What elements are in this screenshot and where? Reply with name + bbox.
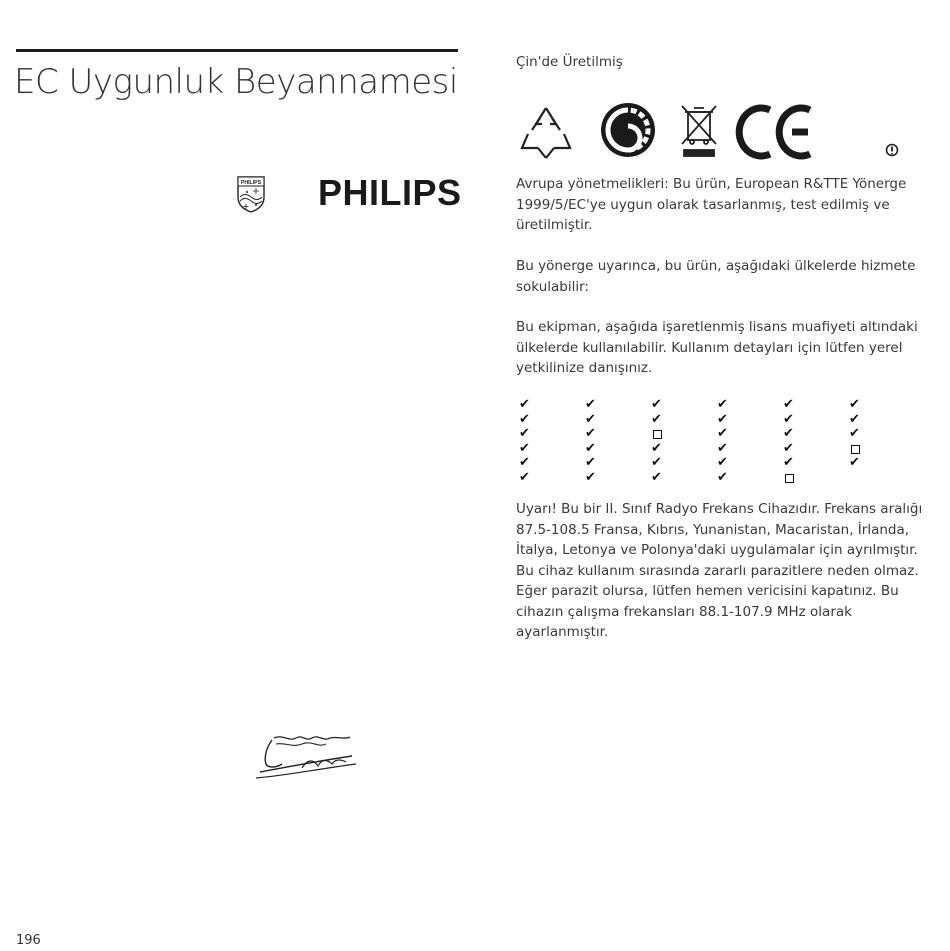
check-icon: ✔ xyxy=(849,455,860,470)
check-icon: ✔ xyxy=(783,426,794,441)
green-dot-icon xyxy=(601,103,655,157)
check-icon: ✔ xyxy=(651,397,662,412)
country-checkmark-grid xyxy=(519,398,879,488)
check-icon: ✔ xyxy=(717,455,728,470)
check-icon: ✔ xyxy=(717,411,728,427)
compliance-logos xyxy=(514,100,914,164)
check-icon: ✔ xyxy=(717,397,728,412)
check-icon: ✔ xyxy=(849,426,860,441)
check-icon: ✔ xyxy=(651,440,662,456)
check-icon: ✔ xyxy=(849,411,860,427)
check-icon: ✔ xyxy=(783,411,794,427)
page-title: EC Uygunluk Beyannamesi xyxy=(14,62,458,102)
philips-shield-logo xyxy=(236,175,266,213)
check-icon: ✔ xyxy=(519,397,530,412)
paragraph-warning: Uyarı! Bu bir II. Sınıf Radyo Frekans Cihazıdır. Frekans aralığı 87.5-108.5 Fransa, Kıbrıs, Yunanistan, Macaristan, İrlanda, İtalya, Letonya ve Polonya'daki uygulamalar için ayrılmıştır. Bu cihaz kullanım sırasında zararlı parazitlere neden olmaz. Eğer parazit olursa, lütfen hemen vericisini kapatınız. Bu cihazın çalışma frekansları 88.1-107.9 MHz olarak ayarlanmıştır. xyxy=(516,501,923,640)
grid-column xyxy=(783,398,803,485)
grid-column xyxy=(585,398,605,485)
check-icon: ✔ xyxy=(585,469,596,485)
paragraph-directives: Avrupa yönetmelikleri: Bu ürün, European R&TTE Yönerge 1999/5/EC'ye uygun olarak tasarlanmış, test edilmiş ve üretilmiştir. xyxy=(516,176,907,233)
grid-column xyxy=(717,398,737,485)
shield-wordmark: PHILIPS xyxy=(240,180,262,186)
check-icon: ✔ xyxy=(519,455,530,470)
paragraph-license-exemption: Bu ekipman, aşağıda işaretlenmiş lisans muafiyeti altındaki ülkelerde kullanılabilir. Kullanım detayları için lütfen yerel yetkilinize danışınız. xyxy=(516,319,918,376)
check-icon: ✔ xyxy=(651,411,662,427)
empty-box-icon xyxy=(651,427,671,442)
check-icon: ✔ xyxy=(519,411,530,427)
grid-column xyxy=(849,398,869,471)
check-icon: ✔ xyxy=(783,397,794,412)
recycle-icon xyxy=(522,108,570,158)
check-icon: ✔ xyxy=(585,455,596,470)
check-icon: ✔ xyxy=(585,411,596,427)
weee-crossed-bin-icon xyxy=(682,106,716,156)
signature-image xyxy=(252,728,362,784)
check-icon: ✔ xyxy=(717,469,728,485)
check-icon: ✔ xyxy=(519,469,530,485)
ce-mark-icon xyxy=(739,108,810,156)
philips-wordmark: PHILIPS xyxy=(318,172,462,213)
check-icon: ✔ xyxy=(519,440,530,456)
alert-class-2-icon xyxy=(887,145,898,156)
check-icon: ✔ xyxy=(783,455,794,470)
check-icon: ✔ xyxy=(717,440,728,456)
grid-column xyxy=(519,398,539,485)
check-icon: ✔ xyxy=(717,426,728,441)
check-icon: ✔ xyxy=(651,469,662,485)
grid-column xyxy=(651,398,671,485)
empty-box-icon xyxy=(849,442,869,457)
empty-box-icon xyxy=(783,471,803,486)
check-icon: ✔ xyxy=(585,397,596,412)
check-icon: ✔ xyxy=(849,397,860,412)
paragraph-countries: Bu yönerge uyarınca, bu ürün, aşağıdaki ülkelerde hizmete sokulabilir: xyxy=(516,258,916,295)
check-icon: ✔ xyxy=(585,440,596,456)
header-rule xyxy=(16,49,458,52)
check-icon: ✔ xyxy=(585,426,596,441)
page-number: 196 xyxy=(16,933,41,948)
check-icon: ✔ xyxy=(783,440,794,456)
check-icon: ✔ xyxy=(519,426,530,441)
check-icon: ✔ xyxy=(651,455,662,470)
made-in-label: Çin'de Üretilmiş xyxy=(516,54,623,70)
